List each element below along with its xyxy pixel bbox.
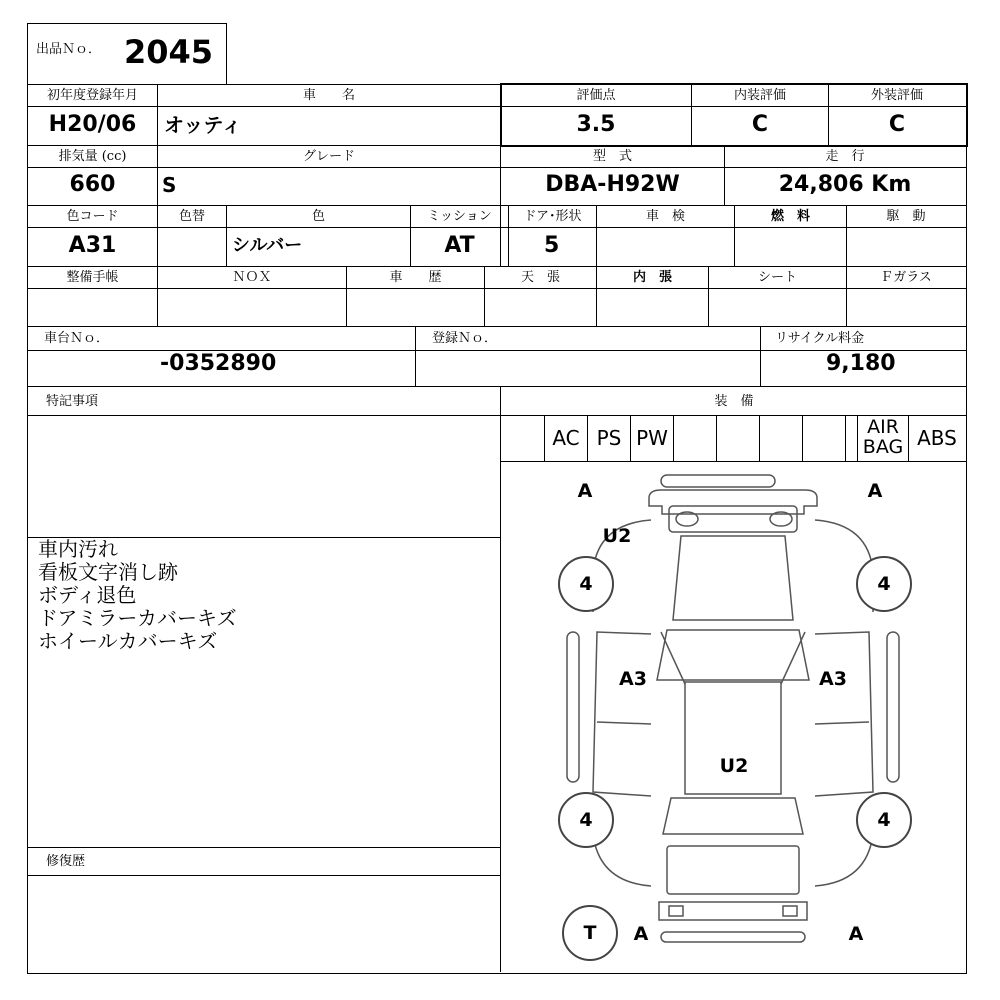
damage-mark: U2 bbox=[602, 525, 632, 547]
seat-label: シート bbox=[757, 270, 797, 285]
damage-mark: A bbox=[867, 480, 883, 502]
door-label: ドア･形状 bbox=[523, 209, 582, 224]
nox-label: ＮＯＸ bbox=[232, 270, 272, 285]
rule bbox=[27, 326, 967, 327]
tire-front-left: 4 bbox=[558, 556, 614, 612]
damage-mark: A3 bbox=[819, 668, 847, 690]
damage-mark: A bbox=[633, 923, 649, 945]
mileage-label: 走 行 bbox=[825, 149, 865, 164]
rule bbox=[857, 415, 858, 461]
remarks-label: 特記事項 bbox=[46, 394, 99, 409]
remark-note: ドアミラーカバーキズ bbox=[38, 606, 237, 630]
equipment-label: 装 備 bbox=[714, 394, 754, 409]
transmission-value: AT bbox=[444, 233, 475, 258]
rule bbox=[27, 875, 501, 876]
maintenance-record-label: 整備手帳 bbox=[66, 270, 119, 285]
color-code-label: 色コード bbox=[66, 209, 119, 224]
rule bbox=[27, 205, 967, 206]
car-name-label: 車 名 bbox=[302, 88, 355, 103]
year-label: 初年度登録年月 bbox=[46, 88, 138, 103]
rule bbox=[845, 415, 846, 461]
interior-trim-label: 内 張 bbox=[632, 270, 672, 285]
equipment-ps: PS bbox=[596, 426, 622, 450]
remark-note: ホイールカバーキズ bbox=[38, 629, 218, 653]
score-label: 評価点 bbox=[576, 88, 616, 103]
rule bbox=[27, 847, 501, 848]
interior-grade-label: 内装評価 bbox=[733, 88, 786, 103]
rule bbox=[27, 386, 967, 387]
front-glass-label: Ｆガラス bbox=[880, 270, 932, 285]
rule bbox=[802, 415, 803, 461]
grade-label: グレード bbox=[302, 149, 355, 164]
repair-history-label: 修復歴 bbox=[46, 854, 86, 869]
color-label: 色 bbox=[311, 209, 325, 224]
damage-mark: A bbox=[848, 923, 864, 945]
car-diagram bbox=[501, 462, 965, 972]
remark-note: 車内汚れ bbox=[38, 537, 118, 561]
rule bbox=[759, 415, 760, 461]
equipment-abs: ABS bbox=[917, 426, 957, 450]
remark-note: 看板文字消し跡 bbox=[38, 560, 178, 584]
model-label: 型 式 bbox=[592, 149, 632, 164]
lot-number: 2045 bbox=[124, 33, 214, 71]
repaint-label: 色替 bbox=[178, 209, 205, 224]
fuel-label: 燃 料 bbox=[770, 209, 810, 224]
chassis-number-label: 車台Ｎｏ． bbox=[44, 331, 110, 346]
recycle-fee-label: リサイクル料金 bbox=[775, 331, 865, 346]
tire-rear-right: 4 bbox=[856, 792, 912, 848]
displacement-label: 排気量 (cc) bbox=[58, 149, 127, 164]
damage-mark: U2 bbox=[719, 755, 749, 777]
grade-value: S bbox=[162, 173, 177, 197]
headliner-label: 天 張 bbox=[520, 270, 560, 285]
equipment-pw: PW bbox=[636, 426, 668, 450]
exterior-grade-value: C bbox=[888, 112, 906, 137]
equipment-ac: AC bbox=[552, 426, 580, 450]
rule bbox=[673, 415, 674, 461]
recycle-fee-value: 9,180 bbox=[826, 351, 896, 376]
transmission-label: ミッション bbox=[427, 209, 492, 224]
damage-mark: A3 bbox=[619, 668, 647, 690]
remark-note: ボディ退色 bbox=[38, 583, 137, 607]
year-value: H20/06 bbox=[48, 112, 137, 137]
rule bbox=[27, 415, 967, 416]
tire-front-right: 4 bbox=[856, 556, 912, 612]
mileage-value: 24,806 Km bbox=[778, 172, 912, 197]
rule bbox=[415, 326, 416, 387]
rule bbox=[27, 266, 967, 267]
exterior-grade-label: 外装評価 bbox=[870, 88, 923, 103]
color-value: シルバー bbox=[232, 235, 303, 256]
car-name-value: オッティ bbox=[164, 113, 242, 137]
door-value: 5 bbox=[544, 233, 560, 258]
lot-number-label: 出品Ｎｏ． bbox=[36, 42, 102, 57]
tire-rear-left: 4 bbox=[558, 792, 614, 848]
equipment-airbag: AIR BAG bbox=[862, 416, 904, 458]
rule bbox=[716, 415, 717, 461]
damage-mark: A bbox=[577, 480, 593, 502]
color-code-value: A31 bbox=[68, 233, 117, 258]
inspection-label: 車 検 bbox=[645, 209, 685, 224]
interior-grade-value: C bbox=[751, 112, 769, 137]
spare-tire: T bbox=[562, 905, 618, 961]
rule bbox=[760, 326, 761, 387]
drive-label: 駆 動 bbox=[886, 209, 926, 224]
rule bbox=[27, 288, 967, 289]
score-value: 3.5 bbox=[576, 112, 616, 137]
model-value: DBA-H92W bbox=[545, 172, 680, 197]
registration-number-label: 登録Ｎｏ． bbox=[432, 331, 498, 346]
chassis-number-value: -0352890 bbox=[160, 351, 277, 376]
displacement-value: 660 bbox=[69, 172, 116, 197]
vehicle-history-label: 車 歴 bbox=[389, 270, 442, 285]
